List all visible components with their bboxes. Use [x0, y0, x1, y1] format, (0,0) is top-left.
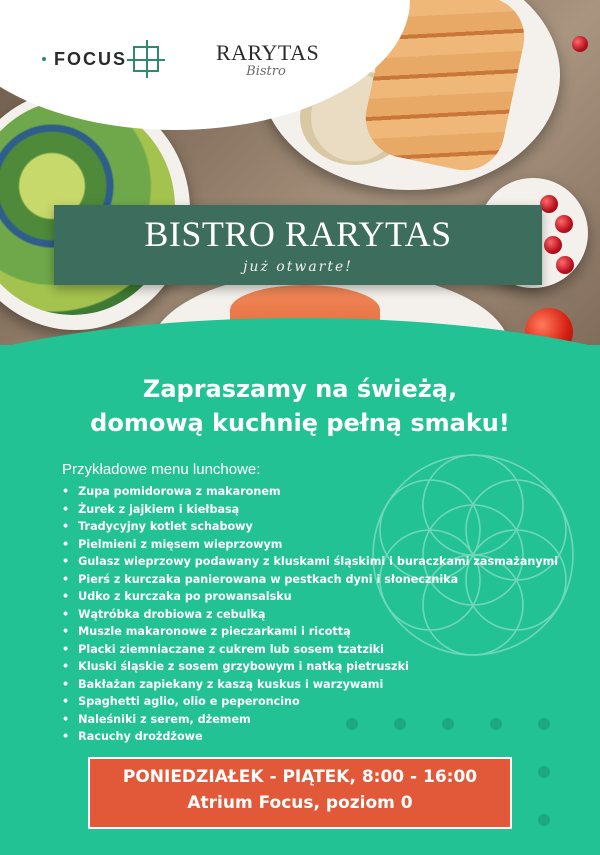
rarytas-logo-name: RARYTAS [216, 40, 320, 65]
menu-item: • Żurek z jajkiem i kiełbasą [62, 501, 558, 519]
cherry [544, 236, 562, 254]
cherry [540, 195, 558, 213]
cherry [556, 256, 574, 274]
focus-logo [42, 46, 159, 72]
headline [0, 372, 600, 440]
menu-item: • Spaghetti aglio, olio e peperoncino [62, 693, 558, 711]
menu-title: Przykładowe menu lunchowe: [62, 461, 261, 478]
menu-item: • Pierś z kurczaka panierowana w pestkach dyni i słonecznika [62, 571, 558, 589]
menu-item: • Pielmieni z mięsem wieprzowym [62, 536, 558, 554]
rarytas-logo [216, 40, 320, 79]
menu-list [62, 483, 558, 746]
menu-item: • Racuchy drożdżowe [62, 728, 558, 746]
opening-hours: PONIEDZIAŁEK - PIĄTEK, 8:00 - 16:00 [122, 767, 478, 787]
cherry [555, 215, 573, 233]
menu-item: • Tradycyjny kotlet schabowy [62, 518, 558, 536]
menu-item: • Kluski śląskie z sosem grzybowym i natką pietruszki [62, 658, 558, 676]
headline-line-2: domową kuchnię pełną smaku! [90, 409, 510, 437]
crosshair-icon [133, 46, 159, 72]
menu-item: • Muszle makaronowe z pieczarkami i ricottą [62, 623, 558, 641]
focus-dot-icon [42, 57, 46, 61]
location: Atrium Focus, poziom 0 [187, 793, 413, 813]
banner-title: BISTRO RARYTAS [144, 214, 452, 254]
menu-item: • Udko z kurczaka po prowansalsku [62, 588, 558, 606]
menu-item: • Zupa pomidorowa z makaronem [62, 483, 558, 501]
title-banner [54, 205, 542, 285]
headline-line-1: Zapraszamy na świeżą, [142, 375, 458, 403]
menu-item: • Wątróbka drobiowa z cebulką [62, 606, 558, 624]
focus-logo-text: FOCUS [54, 48, 127, 69]
rarytas-logo-sub: Bistro [246, 64, 286, 79]
menu-item: • Bakłażan zapiekany z kaszą kuskus i warzywami [62, 676, 558, 694]
menu-item: • Gulasz wieprzowy podawany z kluskami śląskimi i buraczkami zasmażanymi [62, 553, 558, 571]
opening-hours-box [88, 757, 512, 829]
banner-subtitle: już otwarte! [243, 259, 353, 275]
menu-item: • Naleśniki z serem, dżemem [62, 711, 558, 729]
cherry [572, 36, 588, 52]
menu-item: • Placki ziemniaczane z cukrem lub sosem tzatziki [62, 641, 558, 659]
